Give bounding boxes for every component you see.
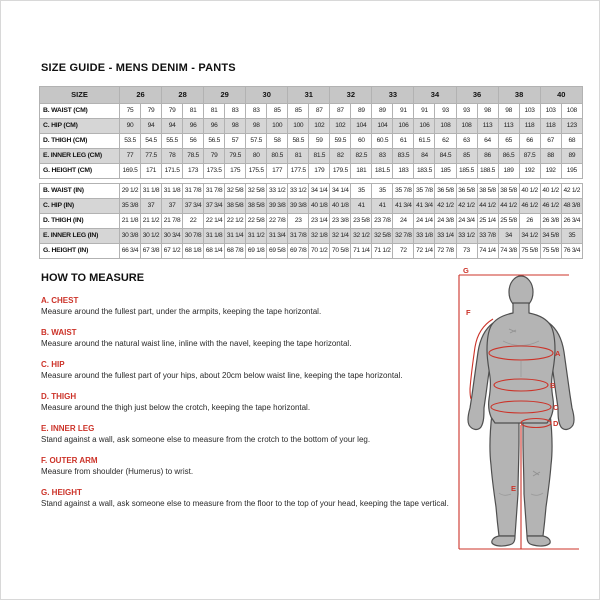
table-cell: 37 — [162, 199, 183, 214]
table-cell: 79 — [162, 104, 183, 119]
table-cell: 33 1/2 — [267, 184, 288, 199]
table-cell: 108 — [435, 119, 456, 134]
table-cell: 39 3/8 — [267, 199, 288, 214]
table-cell: 93 — [435, 104, 456, 119]
table-cell: 175.5 — [246, 164, 267, 179]
table-cell: 84 — [414, 149, 435, 164]
table-cell: 181 — [351, 164, 372, 179]
table-cell: 58 — [267, 134, 288, 149]
table-cell: 36 5/8 — [435, 184, 456, 199]
table-cell: 26 3/8 — [540, 214, 561, 229]
measure-item-label: D. THIGH — [41, 392, 77, 401]
table-cell: 75 — [120, 104, 141, 119]
table-cell: 61 — [393, 134, 414, 149]
table-cell: 30 1/2 — [141, 229, 162, 244]
table-cell: 68 1/8 — [183, 244, 204, 259]
table-cell: 175 — [225, 164, 246, 179]
table-cell: 179.5 — [330, 164, 351, 179]
size-column-header: 30 — [246, 87, 288, 104]
table-cell: 85 — [267, 104, 288, 119]
table-cell: 98 — [477, 104, 498, 119]
table-cell: 40 1/8 — [309, 199, 330, 214]
table-cell: 81.5 — [309, 149, 330, 164]
row-label: G. HEIGHT (CM) — [40, 164, 120, 179]
table-cell: 42 1/2 — [456, 199, 477, 214]
table-cell: 89 — [561, 149, 582, 164]
table-cell: 40 1/2 — [519, 184, 540, 199]
size-table-header — [40, 87, 583, 104]
table-cell: 48 3/8 — [561, 199, 582, 214]
table-cell: 79.5 — [225, 149, 246, 164]
table-cell: 62 — [435, 134, 456, 149]
diagram-label-d: D — [553, 419, 559, 428]
table-cell: 192 — [540, 164, 561, 179]
table-cell: 171.5 — [162, 164, 183, 179]
table-cell: 41 — [351, 199, 372, 214]
diagram-label-g: G — [463, 266, 469, 275]
table-cell: 21 7/8 — [162, 214, 183, 229]
table-cell: 60.5 — [372, 134, 393, 149]
table-cell: 59.5 — [330, 134, 351, 149]
table-cell: 91 — [393, 104, 414, 119]
table-cell: 113 — [477, 119, 498, 134]
diagram-label-b: B — [550, 381, 556, 390]
table-cell: 34 — [498, 229, 519, 244]
table-cell: 102 — [330, 119, 351, 134]
table-cell: 53.5 — [120, 134, 141, 149]
table-cell: 118 — [540, 119, 561, 134]
measure-item-label: G. HEIGHT — [41, 488, 82, 497]
measure-item-text: Stand against a wall, ask someone else to measure from the floor to the top of your head, keeping the tape vertical. — [41, 499, 449, 508]
table-cell: 106 — [414, 119, 435, 134]
table-cell: 23 5/8 — [351, 214, 372, 229]
table-cell: 89 — [351, 104, 372, 119]
size-column-header: 29 — [204, 87, 246, 104]
size-header-row — [40, 87, 583, 104]
table-cell: 94 — [162, 119, 183, 134]
table-cell: 55.5 — [162, 134, 183, 149]
table-cell: 177.5 — [288, 164, 309, 179]
table-cell: 169.5 — [120, 164, 141, 179]
table-cell: 74 1/4 — [477, 244, 498, 259]
size-column-header: 32 — [330, 87, 372, 104]
measure-item-text: Measure around the thigh just below the crotch, keeping the tape horizontal. — [41, 403, 311, 412]
table-cell: 81 — [183, 104, 204, 119]
table-cell: 56 — [183, 134, 204, 149]
table-cell: 22 1/4 — [204, 214, 225, 229]
table-cell: 22 7/8 — [267, 214, 288, 229]
table-cell: 81 — [288, 149, 309, 164]
left-foot — [492, 536, 515, 546]
row-label: E. INNER LEG (IN) — [40, 229, 120, 244]
table-cell: 41 — [372, 199, 393, 214]
table-cell: 24 — [393, 214, 414, 229]
table-row — [40, 229, 583, 244]
table-cell: 31 7/8 — [183, 184, 204, 199]
table-cell: 35 7/8 — [414, 184, 435, 199]
size-header-label: SIZE — [40, 87, 120, 104]
table-cell: 32 1/2 — [351, 229, 372, 244]
table-cell: 69 7/8 — [288, 244, 309, 259]
table-cell: 66 — [519, 134, 540, 149]
table-row — [40, 184, 583, 199]
table-cell: 71 1/4 — [351, 244, 372, 259]
table-cell: 42 1/2 — [561, 184, 582, 199]
table-cell: 103 — [519, 104, 540, 119]
table-cell: 179 — [309, 164, 330, 179]
table-cell: 65 — [498, 134, 519, 149]
size-column-header: 28 — [162, 87, 204, 104]
table-cell: 21 1/2 — [141, 214, 162, 229]
table-cell: 38 5/8 — [477, 184, 498, 199]
table-cell: 67 — [540, 134, 561, 149]
table-cell: 81 — [204, 104, 225, 119]
table-cell: 72 1/4 — [414, 244, 435, 259]
table-cell: 185 — [435, 164, 456, 179]
table-cell: 33 7/8 — [477, 229, 498, 244]
table-cell: 87 — [309, 104, 330, 119]
measure-item-label: F. OUTER ARM — [41, 456, 98, 465]
table-cell: 71 1/2 — [372, 244, 393, 259]
table-cell: 37 3/4 — [204, 199, 225, 214]
table-row — [40, 244, 583, 259]
table-cell: 102 — [309, 119, 330, 134]
table-cell: 85 — [288, 104, 309, 119]
table-cell: 80.5 — [267, 149, 288, 164]
measure-item — [41, 296, 485, 317]
table-cell: 75 5/8 — [540, 244, 561, 259]
table-cell: 35 — [351, 184, 372, 199]
table-cell: 100 — [267, 119, 288, 134]
table-cell: 66 3/4 — [120, 244, 141, 259]
table-cell: 108 — [561, 104, 582, 119]
table-cell: 74 3/8 — [498, 244, 519, 259]
table-cell: 70 1/2 — [309, 244, 330, 259]
row-label: D. THIGH (CM) — [40, 134, 120, 149]
size-column-header: 38 — [498, 87, 540, 104]
table-cell: 94 — [141, 119, 162, 134]
size-column-header: 34 — [414, 87, 456, 104]
table-cell: 32 1/4 — [330, 229, 351, 244]
table-cell: 104 — [372, 119, 393, 134]
size-column-header: 26 — [120, 87, 162, 104]
table-cell: 24 3/4 — [456, 214, 477, 229]
page-title: SIZE GUIDE - MENS DENIM - PANTS — [41, 62, 236, 74]
table-cell: 88 — [540, 149, 561, 164]
size-column-header: 33 — [372, 87, 414, 104]
table-cell: 38 5/8 — [246, 199, 267, 214]
row-label: B. WAIST (CM) — [40, 104, 120, 119]
diagram-label-c: C — [553, 403, 559, 412]
table-cell: 24 1/4 — [414, 214, 435, 229]
table-row — [40, 164, 583, 179]
measure-item — [41, 456, 485, 477]
table-cell: 188.5 — [477, 164, 498, 179]
table-cell: 32 5/8 — [225, 184, 246, 199]
table-cell: 35 3/8 — [120, 199, 141, 214]
table-cell: 30 7/8 — [183, 229, 204, 244]
row-label: D. THIGH (IN) — [40, 214, 120, 229]
table-cell: 100 — [288, 119, 309, 134]
table-cell: 40 1/2 — [540, 184, 561, 199]
table-cell: 31 3/4 — [267, 229, 288, 244]
table-cell: 41 3/4 — [414, 199, 435, 214]
table-cell: 96 — [204, 119, 225, 134]
table-cell: 72 — [393, 244, 414, 259]
table-cell: 195 — [561, 164, 582, 179]
table-cell: 33 1/2 — [456, 229, 477, 244]
table-cell: 26 3/4 — [561, 214, 582, 229]
table-cell: 36 5/8 — [456, 184, 477, 199]
table-cell: 73 — [456, 244, 477, 259]
size-column-header: 40 — [540, 87, 582, 104]
measure-item — [41, 488, 485, 509]
table-cell: 118 — [519, 119, 540, 134]
table-cell: 83 — [225, 104, 246, 119]
table-cell: 37 — [141, 199, 162, 214]
table-cell: 177 — [267, 164, 288, 179]
table-cell: 84.5 — [435, 149, 456, 164]
table-cell: 39 3/8 — [288, 199, 309, 214]
table-cell: 68 — [561, 134, 582, 149]
table-cell: 77.5 — [141, 149, 162, 164]
table-cell: 34 5/8 — [540, 229, 561, 244]
measure-item-text: Measure around the fullest part, under the armpits, keeping the tape horizontal. — [41, 307, 322, 316]
table-cell: 93 — [456, 104, 477, 119]
measure-item-text: Measure from shoulder (Humerus) to wrist. — [41, 467, 194, 476]
table-cell: 70 5/8 — [330, 244, 351, 259]
table-row — [40, 119, 583, 134]
table-cell: 57 — [225, 134, 246, 149]
table-cell: 123 — [561, 119, 582, 134]
table-cell: 98 — [246, 119, 267, 134]
table-cell: 183.5 — [414, 164, 435, 179]
table-cell: 31 7/8 — [288, 229, 309, 244]
table-cell: 23 3/8 — [330, 214, 351, 229]
table-cell: 104 — [351, 119, 372, 134]
table-cell: 57.5 — [246, 134, 267, 149]
table-cell: 113 — [498, 119, 519, 134]
measure-item — [41, 360, 485, 381]
table-cell: 79 — [141, 104, 162, 119]
table-cell: 38 5/8 — [498, 184, 519, 199]
row-label: C. HIP (IN) — [40, 199, 120, 214]
table-cell: 31 7/8 — [204, 184, 225, 199]
table-cell: 60 — [351, 134, 372, 149]
table-cell: 31 1/8 — [204, 229, 225, 244]
table-cell: 78.5 — [183, 149, 204, 164]
table-cell: 83.5 — [393, 149, 414, 164]
measure-item — [41, 328, 485, 349]
how-to-measure-heading: HOW TO MEASURE — [41, 272, 145, 284]
table-cell: 33 1/8 — [414, 229, 435, 244]
left-leg — [490, 413, 519, 536]
body-measurement-diagram — [447, 265, 587, 557]
table-cell: 56.5 — [204, 134, 225, 149]
measure-item — [41, 392, 485, 413]
table-cell: 35 — [372, 184, 393, 199]
table-cell: 108 — [456, 119, 477, 134]
measure-item-text: Measure around the natural waist line, inline with the navel, keeping the tape horizontal. — [41, 339, 352, 348]
table-cell: 83 — [246, 104, 267, 119]
table-cell: 46 1/2 — [519, 199, 540, 214]
table-cell: 32 1/8 — [309, 229, 330, 244]
table-cell: 41 3/4 — [393, 199, 414, 214]
table-cell: 25 1/4 — [477, 214, 498, 229]
how-to-measure-list — [41, 296, 485, 520]
table-cell: 58.5 — [288, 134, 309, 149]
table-cell: 192 — [519, 164, 540, 179]
diagram-label-f: F — [466, 308, 471, 317]
measure-item-text: Measure around the fullest part of your hips, about 20cm below waist line, keeping the tape horizontal. — [41, 371, 403, 380]
table-cell: 98 — [225, 119, 246, 134]
table-cell: 34 1/2 — [519, 229, 540, 244]
table-cell: 59 — [309, 134, 330, 149]
measure-item-label: E. INNER LEG — [41, 424, 95, 433]
table-row — [40, 214, 583, 229]
table-cell: 64 — [477, 134, 498, 149]
table-cell: 44 1/2 — [498, 199, 519, 214]
table-cell: 91 — [414, 104, 435, 119]
table-cell: 23 — [288, 214, 309, 229]
row-label: B. WAIST (IN) — [40, 184, 120, 199]
table-cell: 68 7/8 — [225, 244, 246, 259]
table-cell: 33 1/2 — [288, 184, 309, 199]
table-cell: 31 1/8 — [162, 184, 183, 199]
size-table — [39, 86, 583, 259]
table-cell: 80 — [246, 149, 267, 164]
table-cell: 40 1/8 — [330, 199, 351, 214]
table-cell: 24 3/8 — [435, 214, 456, 229]
measure-item-text: Stand against a wall, ask someone else to measure from the crotch to the bottom of your leg. — [41, 435, 371, 444]
table-cell: 87.5 — [519, 149, 540, 164]
table-row — [40, 149, 583, 164]
table-cell: 185.5 — [456, 164, 477, 179]
table-cell: 103 — [540, 104, 561, 119]
table-cell: 67 1/2 — [162, 244, 183, 259]
table-cell: 32 5/8 — [246, 184, 267, 199]
table-cell: 33 1/4 — [435, 229, 456, 244]
table-cell: 63 — [456, 134, 477, 149]
table-cell: 22 1/2 — [225, 214, 246, 229]
table-cell: 78 — [162, 149, 183, 164]
table-cell: 69 1/8 — [246, 244, 267, 259]
table-row — [40, 199, 583, 214]
table-cell: 21 1/8 — [120, 214, 141, 229]
table-cell: 86 — [477, 149, 498, 164]
table-cell: 173 — [183, 164, 204, 179]
table-cell: 87 — [330, 104, 351, 119]
measure-item-label: A. CHEST — [41, 296, 79, 305]
table-cell: 82.5 — [351, 149, 372, 164]
table-cell: 26 — [519, 214, 540, 229]
table-cell: 189 — [498, 164, 519, 179]
measure-item-label: B. WAIST — [41, 328, 77, 337]
table-cell: 42 1/2 — [435, 199, 456, 214]
table-cell: 31 1/2 — [246, 229, 267, 244]
measure-item-label: C. HIP — [41, 360, 65, 369]
row-label: C. HIP (CM) — [40, 119, 120, 134]
table-cell: 35 7/8 — [393, 184, 414, 199]
table-cell: 23 1/4 — [309, 214, 330, 229]
table-row — [40, 134, 583, 149]
table-cell: 23 7/8 — [372, 214, 393, 229]
size-table-body — [40, 104, 583, 259]
table-cell: 77 — [120, 149, 141, 164]
table-cell: 25 5/8 — [498, 214, 519, 229]
right-foot — [527, 536, 550, 546]
table-cell: 89 — [372, 104, 393, 119]
table-cell: 79 — [204, 149, 225, 164]
measure-item — [41, 424, 485, 445]
table-cell: 72 7/8 — [435, 244, 456, 259]
table-cell: 106 — [393, 119, 414, 134]
table-cell: 83 — [372, 149, 393, 164]
table-cell: 68 1/4 — [204, 244, 225, 259]
table-cell: 46 1/2 — [540, 199, 561, 214]
table-cell: 37 3/4 — [183, 199, 204, 214]
table-cell: 31 1/4 — [225, 229, 246, 244]
table-cell: 30 3/4 — [162, 229, 183, 244]
table-cell: 54.5 — [141, 134, 162, 149]
table-cell: 22 5/8 — [246, 214, 267, 229]
table-cell: 35 — [561, 229, 582, 244]
table-cell: 69 5/8 — [267, 244, 288, 259]
row-label: E. INNER LEG (CM) — [40, 149, 120, 164]
table-cell: 29 1/2 — [120, 184, 141, 199]
table-cell: 76 3/4 — [561, 244, 582, 259]
table-cell: 82 — [330, 149, 351, 164]
table-cell: 98 — [498, 104, 519, 119]
table-cell: 32 7/8 — [393, 229, 414, 244]
diagram-label-a: A — [555, 349, 561, 358]
table-cell: 38 5/8 — [225, 199, 246, 214]
table-cell: 22 — [183, 214, 204, 229]
table-row — [40, 104, 583, 119]
table-cell: 32 5/8 — [372, 229, 393, 244]
table-cell: 31 1/8 — [141, 184, 162, 199]
table-cell: 173.5 — [204, 164, 225, 179]
table-cell: 181.5 — [372, 164, 393, 179]
table-cell: 44 1/2 — [477, 199, 498, 214]
row-label: G. HEIGHT (IN) — [40, 244, 120, 259]
table-cell: 86.5 — [498, 149, 519, 164]
table-cell: 90 — [120, 119, 141, 134]
table-cell: 30 3/8 — [120, 229, 141, 244]
table-cell: 96 — [183, 119, 204, 134]
table-cell: 67 3/8 — [141, 244, 162, 259]
table-cell: 61.5 — [414, 134, 435, 149]
table-cell: 85 — [456, 149, 477, 164]
table-cell: 75 5/8 — [519, 244, 540, 259]
size-column-header: 36 — [456, 87, 498, 104]
table-cell: 34 1/4 — [309, 184, 330, 199]
table-cell: 34 1/4 — [330, 184, 351, 199]
size-column-header: 31 — [288, 87, 330, 104]
diagram-label-e: E — [511, 484, 517, 493]
table-cell: 183 — [393, 164, 414, 179]
table-cell: 171 — [141, 164, 162, 179]
